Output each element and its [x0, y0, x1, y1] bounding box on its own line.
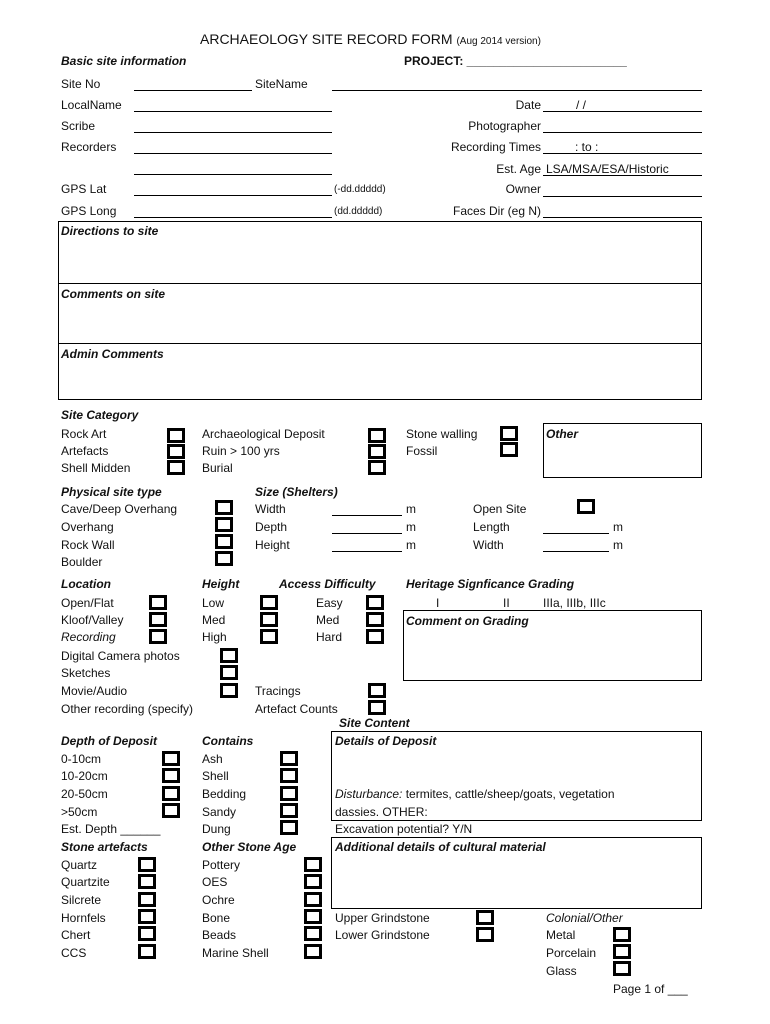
site-name-label: SiteName	[255, 77, 308, 91]
checkbox-bone[interactable]	[304, 909, 322, 924]
checkbox-stone-walling[interactable]	[500, 426, 518, 441]
stone-quartz: Quartz	[61, 858, 98, 872]
date-label: Date	[515, 98, 541, 112]
phys-rock-wall: Rock Wall	[61, 538, 115, 552]
excavation-potential: Excavation potential? Y/N	[335, 822, 473, 836]
checkbox-movie[interactable]	[220, 683, 238, 698]
cat-stone-walling: Stone walling	[406, 427, 478, 441]
access-heading: Access Difficulty	[279, 577, 376, 591]
checkbox-glass[interactable]	[613, 961, 631, 976]
checkbox-artefacts[interactable]	[167, 444, 185, 459]
est-depth[interactable]: Est. Depth ______	[61, 822, 161, 836]
recorders-label: Recorders	[61, 140, 117, 154]
osa-marine-shell: Marine Shell	[202, 946, 269, 960]
contains-sandy: Sandy	[202, 805, 237, 819]
recording-times-field[interactable]	[543, 153, 702, 154]
comments-label: Comments on site	[61, 287, 166, 301]
photographer-field[interactable]	[543, 132, 702, 133]
comment-grading-label: Comment on Grading	[406, 614, 529, 628]
site-no-label: Site No	[61, 77, 101, 91]
phys-boulder: Boulder	[61, 555, 103, 569]
gps-lat-field[interactable]	[134, 195, 332, 196]
site-no-field[interactable]	[134, 90, 252, 91]
disturbance-label: Disturbance:	[335, 787, 403, 801]
dassies-text: dassies. OTHER:	[335, 805, 428, 819]
checkbox-open-site[interactable]	[577, 499, 595, 514]
osa-beads: Beads	[202, 928, 237, 942]
colonial-porcelain: Porcelain	[546, 946, 597, 960]
checkbox-marine-shell[interactable]	[304, 944, 322, 959]
faces-dir-label: Faces Dir (eg N)	[452, 204, 541, 218]
checkbox-height-high[interactable]	[260, 629, 278, 644]
cat-fossil: Fossil	[406, 444, 438, 458]
checkbox-silcrete[interactable]	[138, 892, 156, 907]
rec-movie: Movie/Audio	[61, 684, 128, 698]
open-width-label: Width	[473, 538, 504, 552]
rec-artefact-counts: Artefact Counts	[255, 702, 338, 716]
checkbox-ochre[interactable]	[304, 892, 322, 907]
access-easy: Easy	[316, 596, 343, 610]
checkbox-cave[interactable]	[215, 500, 233, 515]
checkbox-arch-deposit[interactable]	[368, 428, 386, 443]
height-heading: Height	[202, 577, 240, 591]
checkbox-upper-grindstone[interactable]	[476, 910, 494, 925]
colonial-heading: Colonial/Other	[546, 911, 623, 925]
open-width-unit: m	[613, 538, 623, 552]
recorders-field-2[interactable]	[134, 174, 332, 175]
est-age-label: Est. Age	[496, 162, 541, 176]
checkbox-depth-50plus[interactable]	[162, 803, 180, 818]
contains-ash: Ash	[202, 752, 223, 766]
loc-kloof: Kloof/Valley	[61, 613, 124, 627]
contains-heading: Contains	[202, 734, 254, 748]
disturbance-line	[335, 787, 615, 801]
rec-sketches: Sketches	[61, 666, 111, 680]
checkbox-beads[interactable]	[304, 926, 322, 941]
open-length-label: Length	[473, 520, 510, 534]
recorders-field[interactable]	[134, 153, 332, 154]
loc-recording: Recording	[61, 630, 116, 644]
checkbox-height-low[interactable]	[260, 595, 278, 610]
osa-pottery: Pottery	[202, 858, 241, 872]
admin-comments-label: Admin Comments	[61, 347, 164, 361]
checkbox-tracings[interactable]	[368, 683, 386, 698]
recording-times-fill: : to :	[575, 140, 599, 154]
checkbox-rock-wall[interactable]	[215, 534, 233, 549]
contains-shell: Shell	[202, 769, 229, 783]
checkbox-access-easy[interactable]	[366, 595, 384, 610]
osa-oes: OES	[202, 875, 228, 889]
height-med: Med	[202, 613, 226, 627]
depth-0-10: 0-10cm	[61, 752, 102, 766]
checkbox-artefact-counts[interactable]	[368, 700, 386, 715]
gps-long-label: GPS Long	[61, 204, 117, 218]
checkbox-chert[interactable]	[138, 926, 156, 941]
stone-silcrete: Silcrete	[61, 893, 102, 907]
checkbox-digital[interactable]	[220, 648, 238, 663]
date-field[interactable]	[543, 111, 702, 112]
checkbox-boulder[interactable]	[215, 551, 233, 566]
unit-depth: m	[406, 520, 416, 534]
details-deposit-label: Details of Deposit	[335, 734, 437, 748]
site-category-heading: Site Category	[61, 408, 139, 422]
upper-grindstone: Upper Grindstone	[335, 911, 430, 925]
unit-height: m	[406, 538, 416, 552]
checkbox-depth-10-20[interactable]	[162, 768, 180, 783]
cat-rock-art: Rock Art	[61, 427, 107, 441]
access-hard: Hard	[316, 630, 343, 644]
open-length-field[interactable]	[543, 533, 609, 534]
disturbance-text: termites, cattle/sheep/goats, vegetation	[405, 787, 615, 801]
cat-ruin: Ruin > 100 yrs	[202, 444, 280, 458]
cat-artefacts: Artefacts	[61, 444, 109, 458]
checkbox-fossil[interactable]	[500, 442, 518, 457]
directions-label: Directions to site	[61, 224, 159, 238]
height-high: High	[202, 630, 227, 644]
checkbox-bedding[interactable]	[280, 786, 298, 801]
gps-long-field[interactable]	[134, 217, 332, 218]
colonial-glass: Glass	[546, 964, 577, 978]
heritage-heading: Heritage Signficance Grading	[406, 577, 575, 591]
stone-chert: Chert	[61, 928, 91, 942]
checkbox-shell[interactable]	[280, 768, 298, 783]
open-width-field[interactable]	[543, 551, 609, 552]
cat-arch-deposit: Archaeological Deposit	[202, 427, 325, 441]
category-other-label: Other	[546, 427, 579, 441]
size-depth-field[interactable]	[332, 533, 402, 534]
checkbox-burial[interactable]	[368, 460, 386, 475]
local-name-label: LocalName	[61, 98, 122, 112]
size-height: Height	[255, 538, 290, 552]
scribe-label: Scribe	[61, 119, 96, 133]
checkbox-open-flat[interactable]	[149, 595, 167, 610]
depth-10-20: 10-20cm	[61, 769, 108, 783]
rec-digital: Digital Camera photos	[61, 649, 180, 663]
checkbox-height-med[interactable]	[260, 612, 278, 627]
size-heading: Size (Shelters)	[255, 485, 338, 499]
form-version: (Aug 2014 version)	[456, 36, 541, 47]
scribe-field[interactable]	[134, 132, 332, 133]
form-title-main: ARCHAEOLOGY SITE RECORD FORM	[200, 31, 453, 47]
location-heading: Location	[61, 577, 111, 591]
basic-info-heading: Basic site information	[61, 54, 187, 68]
checkbox-ruin[interactable]	[368, 444, 386, 459]
checkbox-dung[interactable]	[280, 820, 298, 835]
open-site-label: Open Site	[473, 502, 527, 516]
stone-artefacts-heading: Stone artefacts	[61, 840, 148, 854]
other-stone-age-heading: Other Stone Age	[202, 840, 297, 854]
checkbox-quartz[interactable]	[138, 857, 156, 872]
checkbox-porcelain[interactable]	[613, 944, 631, 959]
additional-details-label: Additional details of cultural material	[335, 840, 546, 854]
unit-width: m	[406, 502, 416, 516]
gps-lat-format: (-dd.ddddd)	[334, 184, 386, 195]
loc-open-flat: Open/Flat	[61, 596, 114, 610]
contains-bedding: Bedding	[202, 787, 247, 801]
checkbox-sketches[interactable]	[220, 665, 238, 680]
checkbox-depth-20-50[interactable]	[162, 786, 180, 801]
page-footer: Page 1 of ___	[613, 982, 688, 996]
form-title	[200, 30, 541, 51]
checkbox-oes[interactable]	[304, 874, 322, 889]
size-width: Width	[255, 502, 286, 516]
project-field[interactable]: PROJECT: ________________________	[404, 54, 627, 68]
owner-field[interactable]	[543, 196, 702, 197]
checkbox-hornfels[interactable]	[138, 909, 156, 924]
physical-type-heading: Physical site type	[61, 485, 162, 499]
owner-label: Owner	[505, 182, 541, 196]
site-content-heading: Site Content	[339, 716, 410, 730]
checkbox-overhang[interactable]	[215, 517, 233, 532]
checkbox-kloof[interactable]	[149, 612, 167, 627]
contains-dung: Dung	[202, 822, 231, 836]
grade-1: I	[436, 596, 440, 610]
rec-tracings: Tracings	[255, 684, 301, 698]
faces-dir-field[interactable]	[543, 217, 702, 218]
checkbox-metal[interactable]	[613, 927, 631, 942]
cat-shell-midden: Shell Midden	[61, 461, 131, 475]
stone-quartzite: Quartzite	[61, 875, 110, 889]
rec-other: Other recording (specify)	[61, 702, 194, 716]
checkbox-shell-midden[interactable]	[167, 460, 185, 475]
colonial-metal: Metal	[546, 928, 576, 942]
cat-burial: Burial	[202, 461, 233, 475]
photographer-label: Photographer	[468, 119, 541, 133]
checkbox-sandy[interactable]	[280, 803, 298, 818]
access-med: Med	[316, 613, 340, 627]
checkbox-recording[interactable]	[149, 629, 167, 644]
phys-cave: Cave/Deep Overhang	[61, 502, 178, 516]
gps-long-format: (dd.ddddd)	[334, 206, 383, 217]
phys-overhang: Overhang	[61, 520, 114, 534]
osa-bone: Bone	[202, 911, 231, 925]
size-depth: Depth	[255, 520, 288, 534]
checkbox-rock-art[interactable]	[167, 428, 185, 443]
checkbox-access-hard[interactable]	[366, 629, 384, 644]
grade-2: II	[503, 596, 510, 610]
date-fill: / /	[576, 98, 587, 112]
est-age-field[interactable]	[543, 175, 702, 176]
depth-20-50: 20-50cm	[61, 787, 108, 801]
osa-ochre: Ochre	[202, 893, 235, 907]
size-height-field[interactable]	[332, 551, 402, 552]
recording-times-label: Recording Times	[450, 140, 541, 154]
checkbox-depth-0-10[interactable]	[162, 751, 180, 766]
depth-heading: Depth of Deposit	[61, 734, 157, 748]
checkbox-ash[interactable]	[280, 751, 298, 766]
stone-ccs: CCS	[61, 946, 87, 960]
open-length-unit: m	[613, 520, 623, 534]
local-name-field[interactable]	[134, 111, 332, 112]
site-name-field[interactable]	[332, 90, 702, 91]
gps-lat-label: GPS Lat	[61, 182, 107, 196]
checkbox-quartzite[interactable]	[138, 874, 156, 889]
est-age-value: LSA/MSA/ESA/Historic	[546, 162, 669, 176]
lower-grindstone: Lower Grindstone	[335, 928, 430, 942]
checkbox-lower-grindstone[interactable]	[476, 927, 494, 942]
grade-3: IIIa, IIIb, IIIc	[543, 596, 606, 610]
stone-hornfels: Hornfels	[61, 911, 106, 925]
depth-50plus: >50cm	[61, 805, 98, 819]
checkbox-ccs[interactable]	[138, 944, 156, 959]
checkbox-access-med[interactable]	[366, 612, 384, 627]
size-width-field[interactable]	[332, 515, 402, 516]
checkbox-pottery[interactable]	[304, 857, 322, 872]
height-low: Low	[202, 596, 225, 610]
